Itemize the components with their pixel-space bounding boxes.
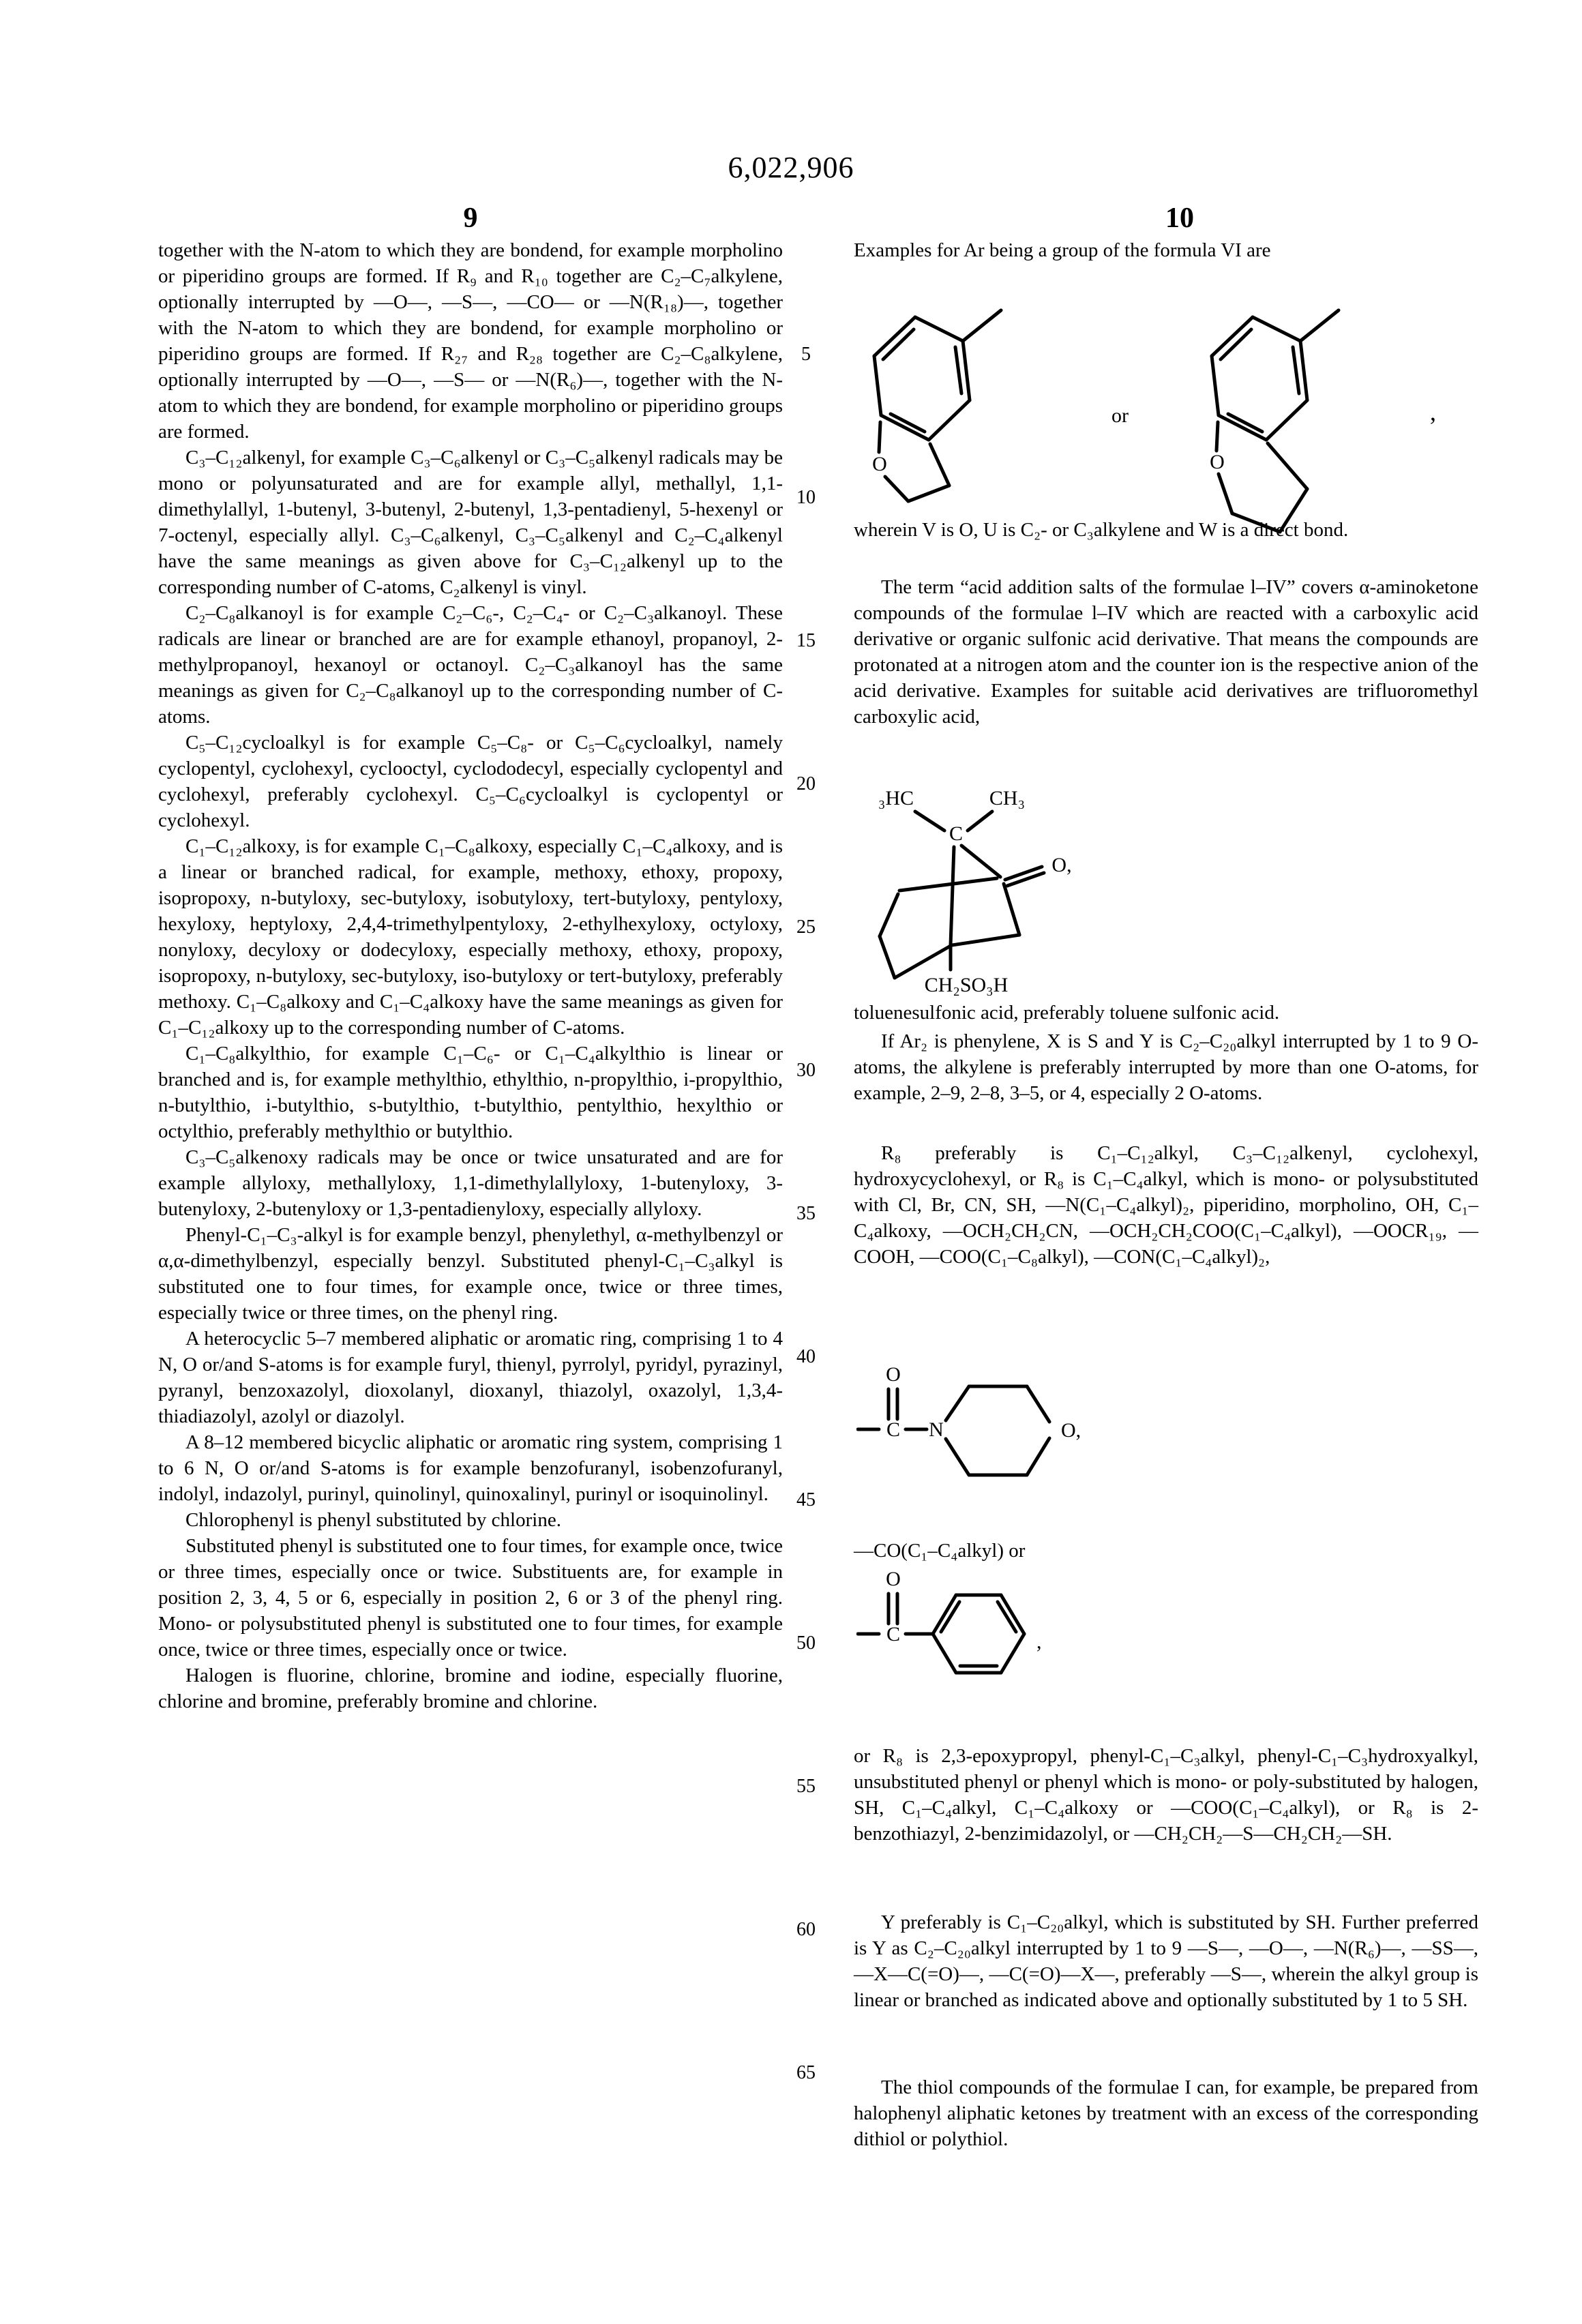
right-column-block [854,2074,1478,2152]
left-column [158,237,783,1714]
paragraph: C₁–C₈alkylthio, for example C₁–C₆- or C₁–C₄alkylthio is linear or branched and is, for example methylthio, ethylthio, n-propylthio, i-propylthio, n-butylthio, i-butylthio, s-butylthio, t-butylthio, pentylthio, hexylthio or octylthio, preferably methylthio or butylthio. [158,1043,783,1142]
atom-label-o: O, [1061,1419,1081,1442]
right-column-block [854,517,1478,543]
right-column-block [854,1743,1478,1847]
atom-label-o: O [886,1363,901,1386]
right-column-block [854,1538,1478,1564]
atom-label-h3c: ₃HC [878,787,914,809]
atom-label-o: O [886,1568,901,1590]
paragraph: Phenyl-C₁–C₃-alkyl is for example benzyl, phenylethyl, α-methylbenzyl or α,α-dimethylbenzyl, especially benzyl. Substituted phenyl-C₁–C₃alkyl is substituted one to four times, for example once, twice or three times, especially twice or three times, on the phenyl ring. [158,1224,783,1324]
paragraph: The thiol compounds of the formulae I can, for example, be prepared from halophenyl aliphatic ketones by treatment with an excess of the corresponding dithiol or polythiol. [854,2076,1478,2150]
paragraph: wherein V is O, U is C₂- or C₃alkylene and W is a direct bond. [854,519,1349,541]
atom-label-c: C [886,1418,901,1441]
paragraph: Chlorophenyl is phenyl substituted by chlorine. [185,1509,561,1531]
line-number: 25 [796,917,816,938]
paragraph: Y preferably is C₁–C₂₀alkyl, which is substituted by SH. Further preferred is Y as C₂–C₂₀alkyl interrupted by 1 to 9 —S—, —O—, —N(R₆)—, —SS—, —X—C(=O)—, —C(=O)—X—, preferably —S—, wherein the alkyl group is linear or branched as indicated above and optionally substituted by 1 to 5 SH. [854,1911,1478,2011]
paragraph: toluenesulfonic acid, preferably toluene sulfonic acid. [854,1002,1280,1024]
paragraph: C₂–C₈alkanoyl is for example C₂–C₆-, C₂–C₄- or C₂–C₃alkanoyl. These radicals are linear or branched are are for example ethanoyl, propanoyl, 2-methylpropanoyl, hexanoyl or octanoyl. C₂–C₃alkanoyl has the same meanings as given for C₂–C₈alkanoyl up to the corresponding number of C-atoms. [158,602,783,728]
atom-label-ch3: CH₃ [989,787,1026,809]
right-column-block [854,574,1478,730]
atom-label-o: O [1210,451,1225,473]
paragraph: C₅–C₁₂cycloalkyl is for example C₅–C₈- or C₅–C₆cycloalkyl, namely cyclopentyl, cyclohexyl, cyclooctyl, cyclododecyl, especially cyclopentyl and cyclohexyl, preferably cyclohexyl. C₅–C₆cycloalkyl is cyclopentyl or cyclohexyl. [158,732,783,831]
paragraph: Substituted phenyl is substituted one to four times, for example once, twice or three times, especially once or twice. Substituents are, for example in position 2, 3, 4, 5 or 6, especially in position 2, 6 or 3 of the phenyl ring. Mono- or polysubstituted phenyl is substituted one to four times, for example once, twice or three times, especially once or twice. [158,1535,783,1660]
line-number: 50 [796,1633,816,1654]
line-number: 45 [796,1489,816,1510]
line-number: 10 [796,487,816,508]
column-number-right: 10 [1165,203,1194,234]
line-number: 65 [796,2062,816,2083]
line-number: 55 [796,1776,816,1797]
line-number: 35 [796,1203,816,1224]
right-column-block [854,1140,1478,1270]
atom-label-o: O, [1051,854,1072,876]
paragraph: The term “acid addition salts of the formulae l–IV” covers α-aminoketone compounds of the formulae l–IV which are reacted with a carboxylic acid derivative or organic sulfonic acid derivative. That means the compounds are protonated at a nitrogen atom and the counter ion is the respective anion of the acid derivative. Examples for suitable acid derivatives are trifluoromethyl carboxylic acid, [854,576,1478,728]
right-column-block [854,1028,1478,1106]
comma: , [1036,1630,1042,1653]
paragraph: C₁–C₁₂alkoxy, is for example C₁–C₈alkoxy, especially C₁–C₄alkoxy, and is a linear or branched radical, for example, methoxy, ethoxy, propoxy, isopropoxy, n-butyloxy, sec-butyloxy, isobutyloxy, tert-butyloxy, pentyloxy, hexyloxy, heptyloxy, 2,4,4-trimethylpentyloxy, 2-ethylhexyloxy, octyloxy, nonyloxy, decyloxy or dodecyloxy, especially methoxy, ethoxy, propoxy, isopropoxy, n-butyloxy, sec-butyloxy, iso-butyloxy or tert-butyloxy, preferably methoxy. C₁–C₈alkoxy and C₁–C₄alkoxy have the same meanings as given for C₁–C₁₂alkoxy up to the corresponding number of C-atoms. [158,835,783,1039]
paragraph: Halogen is fluorine, chlorine, bromine and iodine, especially fluorine, chlorine and bromine, preferably bromine and chlorine. [158,1665,783,1712]
paragraph: C₃–C₁₂alkenyl, for example C₃–C₆alkenyl or C₃–C₅alkenyl radicals may be mono or polyunsaturated and are for example allyl, methallyl, 1,1-dimethylallyl, 1-butenyl, 3-butenyl, 2-butenyl, 1,3-pentadienyl, 5-hexenyl or 7-octenyl, especially allyl. C₃–C₆alkenyl, C₃–C₅alkenyl and C₂–C₄alkenyl have the same meanings as given above for C₃–C₁₂alkenyl up to the corresponding number of C-atoms, C₂alkenyl is vinyl. [158,447,783,598]
structure-camphorsulfonic-acid [861,769,1181,998]
paragraph: —CO(C₁–C₄alkyl) or [854,1540,1026,1562]
paragraph: or R₈ is 2,3-epoxypropyl, phenyl-C₁–C₃alkyl, phenyl-C₁–C₃hydroxyalkyl, unsubstituted phenyl or phenyl which is mono- or poly-substituted by halogen, SH, C₁–C₄alkyl, C₁–C₄alkoxy or —COO(C₁–C₄alkyl), or R₈ is 2-benzothiazyl, 2-benzimidazolyl, or —CH₂CH₂—S—CH₂CH₂—SH. [854,1745,1478,1845]
paragraph: A 8–12 membered bicyclic aliphatic or aromatic ring system, comprising 1 to 6 N, O or/and S-atoms is for example benzofuranyl, isobenzofuranyl, indolyl, indazolyl, purinyl, quinolinyl, quinoxalinyl, purinyl or isoquinolinyl. [158,1431,783,1505]
right-column-block [854,1909,1478,2013]
paragraph: C₃–C₅alkenoxy radicals may be once or twice unsaturated and are for example allyloxy, methallyloxy, 1,1-dimethylallyloxy, 1-butenyloxy, 3-butenyloxy, 2-butenyloxy or 1,3-pentadienyloxy, especially allyloxy. [158,1146,783,1220]
structure-chroman [1204,298,1374,543]
column-number-left: 9 [463,203,478,234]
paragraph: R₈ preferably is C₁–C₁₂alkyl, C₃–C₁₂alkenyl, cyclohexyl, hydroxycyclohexyl, or R₈ is C₁–C₄alkyl, which is mono- or polysubstituted with Cl, Br, CN, SH, —N(C₁–C₄alkyl)₂, piperidino, morpholino, OH, C₁–C₄alkoxy, —OCH₂CH₂CN, —OCH₂CH₂COO(C₁–C₄alkyl), —OOCR₁₉, —COOH, —COO(C₁–C₈alkyl), —CON(C₁–C₄alkyl)₂, [854,1142,1478,1268]
line-number: 60 [796,1919,816,1940]
structure-benzoyl [856,1565,1088,1722]
line-number: 40 [796,1346,816,1367]
atom-label-n: N [929,1418,944,1441]
line-number: 5 [801,344,811,365]
atom-label-ch2so3h: CH₂SO₃H [924,974,1009,996]
line-number: 30 [796,1060,816,1081]
comma: , [1430,398,1436,426]
right-column-block [854,1000,1478,1026]
line-number: 20 [796,773,816,794]
structure-dihydrobenzofuran [866,298,1036,530]
paragraph: If Ar₂ is phenylene, X is S and Y is C₂–C₂₀alkyl interrupted by 1 to 9 O-atoms, the alkylene is preferably interrupted by more than one O-atoms, for example, 2–9, 2–8, 3–5, or 4, especially 2 O-atoms. [854,1030,1478,1104]
right-column-intro [854,237,1478,263]
paragraph: A heterocyclic 5–7 membered aliphatic or aromatic ring, comprising 1 to 4 N, O or/and S-atoms is for example furyl, thienyl, pyrrolyl, pyridyl, pyrazinyl, pyranyl, benzoxazolyl, dioxolanyl, dioxanyl, thiazolyl, oxazolyl, 1,3,4-thiadiazolyl, azolyl or diazolyl. [158,1328,783,1427]
patent-number: 6,022,906 [728,151,854,184]
line-number: 15 [796,630,816,651]
atom-label-c: C [949,822,964,845]
or-label: or [1111,404,1129,427]
paragraph: Examples for Ar being a group of the formula VI are [854,239,1271,261]
atom-label-o: O [872,453,887,475]
structure-morpholine-amide [856,1360,1150,1504]
paragraph: together with the N-atom to which they are bondend, for example morpholino or piperidino groups are formed. If R₉ and R₁₀ together are C₂–C₇alkylene, optionally interrupted by —O—, —S—, —CO— or —N(R₁₈)—, together with the N-atom to which they are bondend, for example morpholino or piperidino groups are formed. If R₂₇ and R₂₈ together are C₂–C₈alkylene, optionally interrupted by —O—, —S— or —N(R₆)—, together with the N-atom to which they are bondend, for example morpholino or piperidino groups are formed. [158,239,783,443]
atom-label-c: C [886,1623,901,1645]
